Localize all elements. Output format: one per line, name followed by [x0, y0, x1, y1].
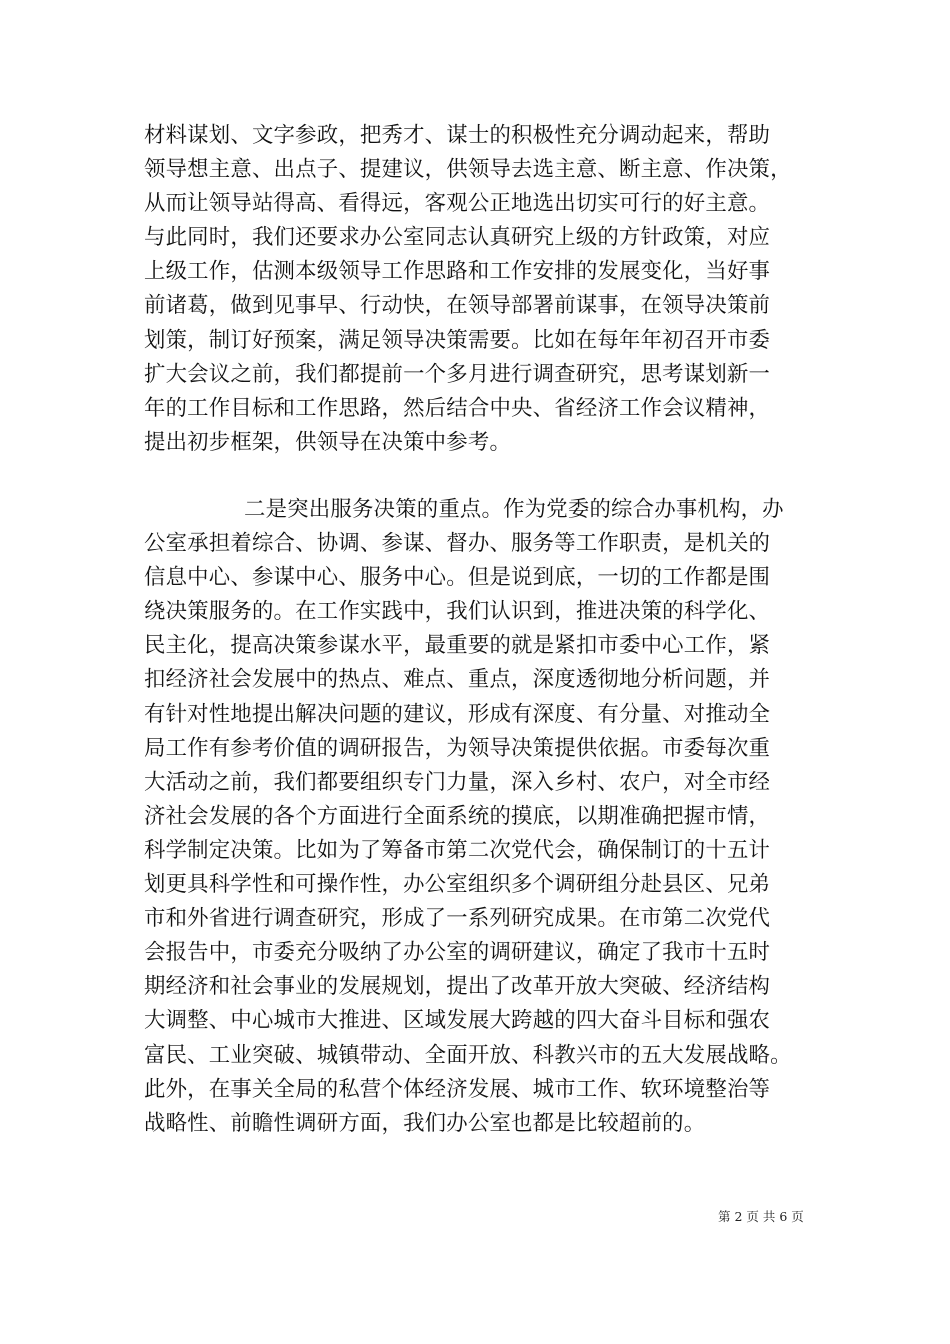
- paragraph-2-line: 划更具科学性和可操作性，办公室组织多个调研组分赴县区、兄弟: [144, 872, 771, 898]
- paragraph-2-line: 市和外省进行调查研究，形成了一系列研究成果。在市第二次党代: [144, 906, 771, 932]
- paragraph-2-first-line: 二是突出服务决策的重点。作为党委的综合办事机构，办: [244, 497, 784, 522]
- paragraph-2-line: 会报告中，市委充分吸纳了办公室的调研建议，确定了我市十五时: [144, 940, 771, 966]
- paragraph-2-line: 信息中心、参谋中心、服务中心。但是说到底，一切的工作都是围: [144, 565, 771, 591]
- paragraph-2-line: 大调整、中心城市大推进、区域发展大跨越的四大奋斗目标和强农: [144, 1008, 771, 1034]
- paragraph-1-line: 领导想主意、出点子、提建议，供领导去选主意、断主意、作决策，: [144, 157, 792, 183]
- paragraph-2-line: 民主化，提高决策参谋水平，最重要的就是紧扣市委中心工作，紧: [144, 633, 771, 659]
- paragraph-1-line: 划策，制订好预案，满足领导决策需要。比如在每年年初召开市委: [144, 327, 771, 353]
- paragraph-2-line: 公室承担着综合、协调、参谋、督办、服务等工作职责，是机关的: [144, 531, 771, 557]
- paragraph-1-line: 前诸葛，做到见事早、行动快，在领导部署前谋事，在领导决策前: [144, 293, 771, 319]
- paragraph-1: [144, 119, 812, 461]
- paragraph-2-line: 期经济和社会事业的发展规划，提出了改革开放大突破、经济结构: [144, 974, 771, 1000]
- paragraph-2-line: 有针对性地提出解决问题的建议，形成有深度、有分量、对推动全: [144, 701, 771, 727]
- paragraph-2-line: 富民、工业突破、城镇带动、全面开放、科教兴市的五大发展战略。: [144, 1042, 792, 1068]
- paragraph-2-line: 济社会发展的各个方面进行全面系统的摸底，以期准确把握市情，: [144, 803, 771, 829]
- paragraph-1-line: 年的工作目标和工作思路，然后结合中央、省经济工作会议精神，: [144, 395, 771, 421]
- page-number-footer: 第 2 页 共 6 页: [718, 1209, 804, 1224]
- paragraph-1-line: 上级工作，估测本级领导工作思路和工作安排的发展变化，当好事: [144, 259, 771, 285]
- paragraph-2-line: 扣经济社会发展中的热点、难点、重点，深度透彻地分析问题，并: [144, 667, 771, 693]
- paragraph-1-line: 扩大会议之前，我们都提前一个多月进行调查研究，思考谋划新一: [144, 361, 771, 387]
- paragraph-2-line: 科学制定决策。比如为了筹备市第二次党代会，确保制订的十五计: [144, 837, 771, 863]
- paragraph-2-line: 绕决策服务的。在工作实践中，我们认识到，推进决策的科学化、: [144, 599, 771, 625]
- paragraph-1-line: 与此同时，我们还要求办公室同志认真研究上级的方针政策，对应: [144, 225, 771, 251]
- paragraph-2-line: 战略性、前瞻性调研方面，我们办公室也都是比较超前的。: [144, 1110, 706, 1136]
- paragraph-2: [144, 493, 812, 1141]
- paragraph-2-line: 局工作有参考价值的调研报告，为领导决策提供依据。市委每次重: [144, 735, 771, 761]
- paragraph-2-line: 此外，在事关全局的私营个体经济发展、城市工作、软环境整治等: [144, 1076, 771, 1102]
- paragraph-1-line: 提出初步框架，供领导在决策中参考。: [144, 429, 512, 455]
- paragraph-1-line: 从而让领导站得高、看得远，客观公正地选出切实可行的好主意。: [144, 191, 771, 217]
- paragraph-2-line: 大活动之前，我们都要组织专门力量，深入乡村、农户，对全市经: [144, 769, 771, 795]
- paragraph-1-line: 材料谋划、文字参政，把秀才、谋士的积极性充分调动起来，帮助: [144, 123, 771, 148]
